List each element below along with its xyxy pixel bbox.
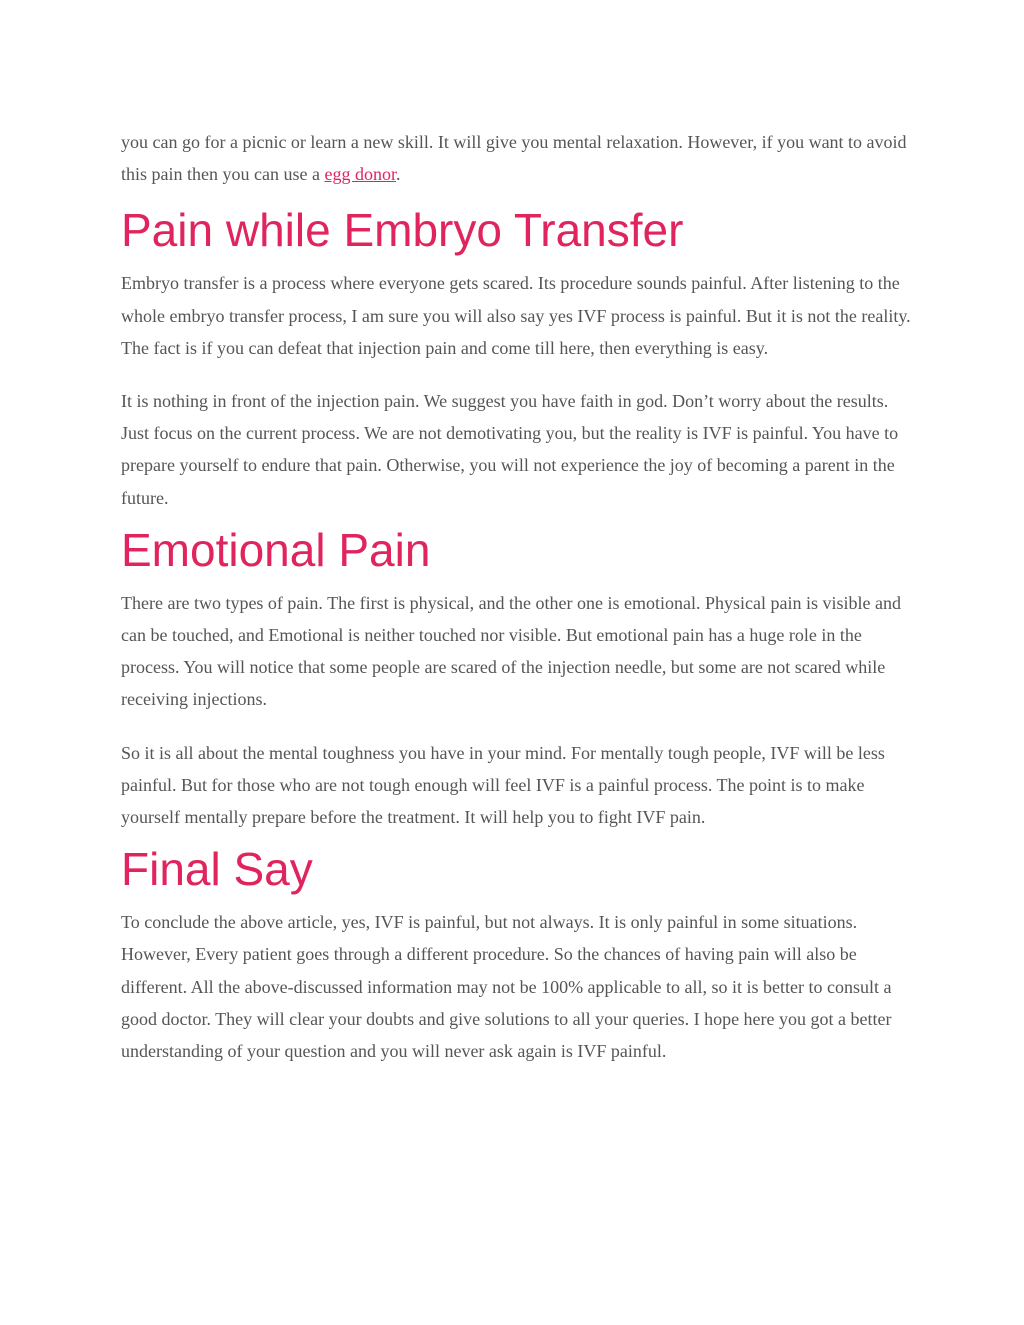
heading-embryo-transfer: Pain while Embryo Transfer	[121, 204, 684, 257]
heading-final-say: Final Say	[121, 843, 313, 896]
intro-paragraph	[121, 126, 911, 190]
heading-emotional-pain: Emotional Pain	[121, 523, 431, 576]
paragraph-emotional-pain-2: So it is all about the mental toughness you have in your mind. For mentally tough people, IVF will be less painful. But for those who are not tough enough will feel IVF is a painful process. The point is to make yourself mentally prepare before the treatment. It will help you to fight IVF pain.	[121, 742, 885, 828]
paragraph-final-say: To conclude the above article, yes, IVF is painful, but not always. It is only painful in some situations. However, Every patient goes through a different procedure. So the chances of having pain will also be different. All the above-discussed information may not be 100% applicable to all, so it is better to consult a good doctor. They will clear your doubts and give solutions to all your queries. I hope here you got a better understanding of your question and you will never ask again is IVF painful.	[121, 912, 892, 1062]
document-page	[121, 126, 911, 1067]
intro-text: you can go for a picnic or learn a new skill. It will give you mental relaxation. However, if you want to avoid this pain then you can use a	[121, 132, 907, 185]
intro-text-end: .	[395, 164, 401, 185]
egg-donor-link[interactable]: egg donor	[324, 164, 396, 185]
paragraph-embryo-transfer-1: Embryo transfer is a process where everyone gets scared. Its procedure sounds painful. After listening to the whole embryo transfer process, I am sure you will also say yes IVF process is painful. But it is not the reality. The fact is if you can defeat that injection pain and come till here, then everything is easy.	[121, 273, 911, 358]
paragraph-emotional-pain-1: There are two types of pain. The first is physical, and the other one is emotional. Physical pain is visible and can be touched, and Emotional is neither touched nor visible. But emotional pain has a huge role in the process. You will notice that some people are scared of the injection needle, but some are not scared while receiving injections.	[121, 592, 901, 710]
paragraph-embryo-transfer-2: It is nothing in front of the injection pain. We suggest you have faith in god. Don’t worry about the results. Just focus on the current process. We are not demotivating you, but the reality is IVF is painful. You have to prepare yourself to endure that pain. Otherwise, you will not experience the joy of becoming a parent in the future.	[121, 391, 899, 508]
